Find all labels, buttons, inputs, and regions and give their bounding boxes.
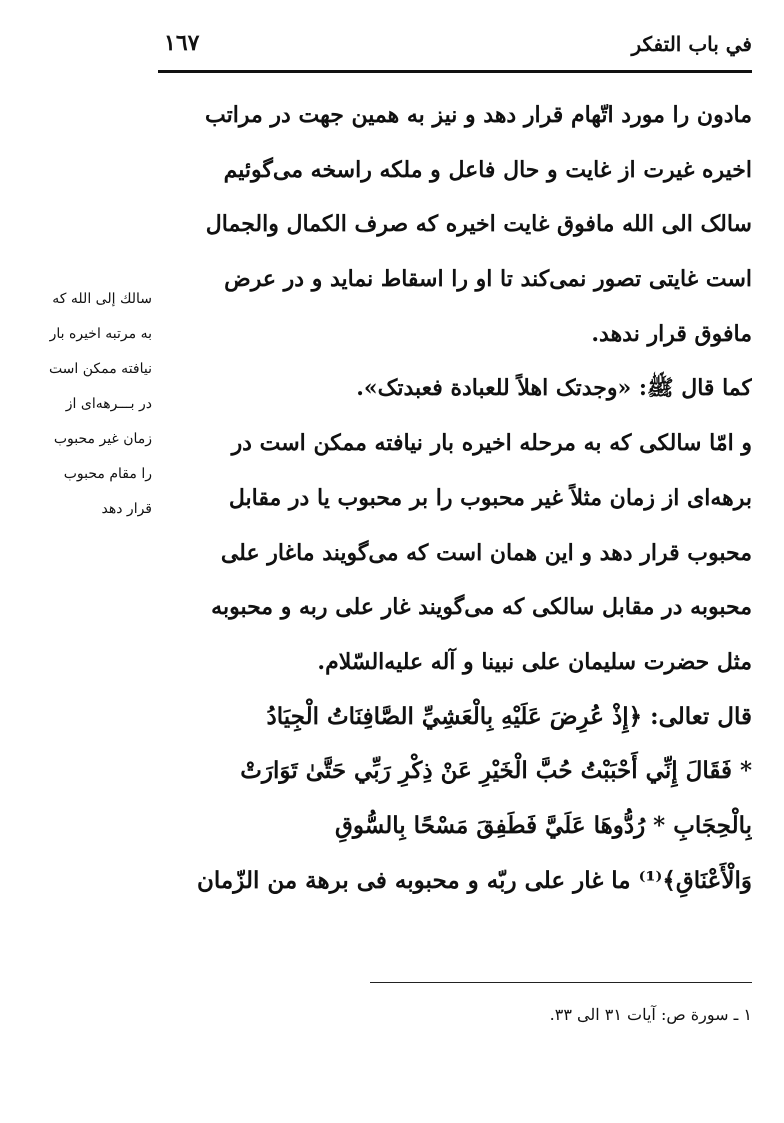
margin-note-line: سالك إلى الله كه [52,291,152,307]
page-header [158,26,752,66]
page-number: ١٦٧ [164,30,200,56]
margin-note-line: به مرتبه اخيره بار [49,326,152,342]
footnote-rule [370,982,752,983]
quran-line: وَالْأَعْنَاقِ﴾⁽¹⁾ ما غار علی ربّه و محبوبه فی برهة من الزّمان [197,866,752,894]
main-text [158,88,752,908]
text-line: سالک الی الله مافوق غایت اخیره که صرف الکمال والجمال [205,211,752,238]
hadith-line: کما قال ﷺ: «وجدتک اهلاً للعبادة فعبدتک». [356,375,752,402]
footnote: ١ ـ سورة ص: آيات ٣١ الى ٣٣. [549,1005,752,1024]
quran-line: * فَقَالَ إِنِّي أَحْبَبْتُ حُبَّ الْخَيْرِ عَنْ ذِكْرِ رَبِّي حَتَّىٰ تَوَارَتْ [240,757,752,785]
running-title: في باب التفكر [631,32,752,56]
text-line: مادون را مورد اتّهام قرار دهد و نیز به همین جهت در مراتب [205,102,752,128]
text-line: است غایتی تصور نمی‌کند تا او را اسقاط نماید و در عرض [224,266,752,293]
text-line: و امّا سالکی که به مرحله اخیره بار نیافته ممکن است در [231,430,752,457]
text-line: محبوب قرار دهد و این همان است که می‌گویند ماغار علی [220,539,752,566]
margin-note [20,282,152,527]
margin-note-line: قرار دهد [101,501,152,517]
text-line: محبوبه در مقابل سالکی که می‌گویند غار علی ربه و محبوبه [211,594,752,621]
margin-note-line: در بـــرهه‌ای از [65,396,152,412]
text-line: اخیره غیرت از غایت و حال فاعل و ملکه راسخه می‌گوئیم [223,156,752,183]
margin-note-line: زمان غير محبوب [53,431,152,447]
header-rule [158,70,752,73]
text-line: مثل حضرت سلیمان علی نبینا و آله علیه‌السّلام. [317,648,752,675]
quran-line: قال تعالی: ﴿إِذْ عُرِضَ عَلَيْهِ بِالْعَشِيِّ الصَّافِنَاتُ الْجِيَادُ [266,702,752,730]
text-line: برهه‌ای از زمان مثلاً غیر محبوب را بر محبوب یا در مقابل [228,484,752,511]
margin-note-line: را مقام محبوب [63,466,152,482]
text-line: مافوق قرار ندهد. [591,320,752,347]
margin-note-line: نيافته ممكن است [48,361,152,377]
quran-line: بِالْحِجَابِ * رُدُّوهَا عَلَيَّ فَطَفِقَ مَسْحًا بِالسُّوقِ [335,811,752,839]
